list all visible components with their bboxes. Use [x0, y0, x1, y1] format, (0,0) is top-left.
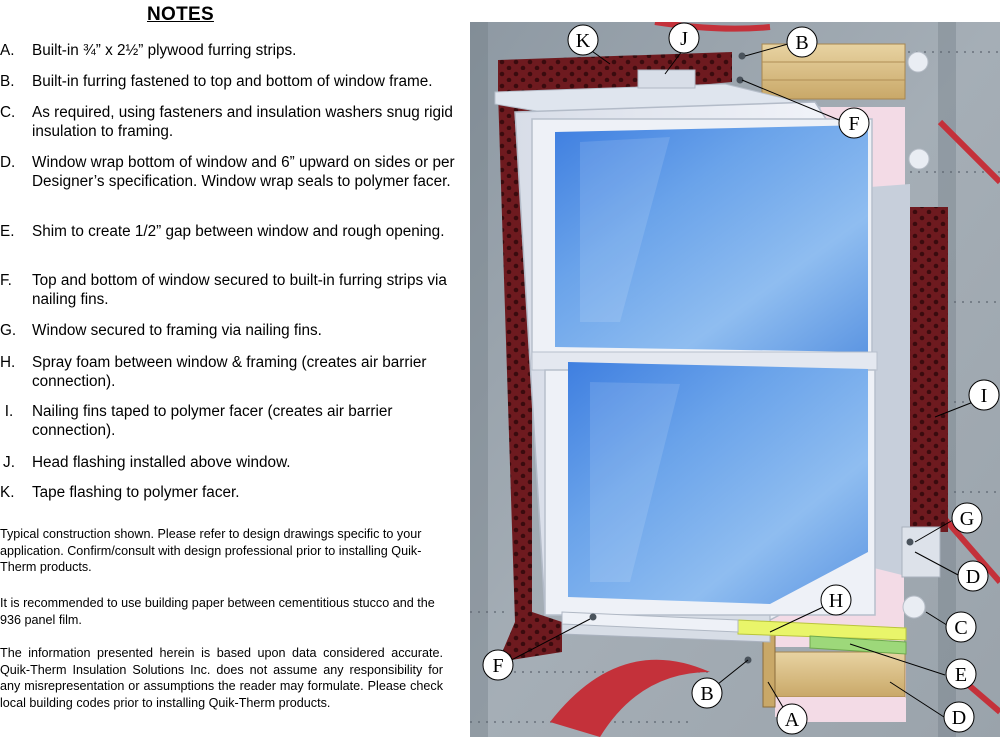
note-e — [0, 223, 462, 242]
note-text: Head flashing installed above window. — [32, 454, 291, 471]
label-h — [821, 585, 851, 615]
note-text: Tape flashing to polymer facer. — [32, 484, 240, 501]
label-c-text: C — [954, 617, 968, 639]
label-d-bottom-text: D — [951, 707, 967, 729]
note-f — [0, 272, 462, 309]
note-i — [0, 403, 462, 440]
note-text: Shim to create 1/2” gap between window and rough opening. — [32, 223, 445, 240]
label-f-bottom-text: F — [492, 655, 504, 677]
window-right-jamb — [870, 184, 910, 577]
label-g — [952, 503, 982, 533]
note-letter: E. — [0, 223, 15, 240]
label-i-text: I — [980, 385, 988, 407]
note-j — [0, 454, 462, 473]
note-text: Window wrap bottom of window and 6” upward on sides or per Designer’s specification. Window wrap seals to polymer facer. — [32, 154, 455, 190]
label-d-right-text: D — [965, 566, 981, 588]
building-paper-paragraph: It is recommended to use building paper between cementitious stucco and the 936 panel film. — [0, 596, 435, 627]
label-g-text: G — [959, 508, 975, 530]
typical-construction-paragraph: Typical construction shown. Please refer to design drawings specific to your application. Confirm/consult with design professional prior to installing Quik-Therm products. — [0, 527, 422, 575]
label-d-right — [958, 561, 988, 591]
label-b-bottom-text: B — [700, 683, 714, 705]
top-furring-strip — [762, 44, 905, 99]
note-text: Top and bottom of window secured to built-in furring strips via nailing fins. — [32, 272, 447, 308]
side-nailing-fin — [902, 527, 940, 577]
note-c — [0, 104, 462, 141]
note-g — [0, 322, 462, 341]
label-a-text: A — [784, 709, 800, 731]
label-e-text: E — [954, 664, 968, 686]
insulation-washer — [903, 596, 925, 618]
label-k-text: K — [575, 30, 591, 52]
note-letter: G. — [0, 322, 17, 339]
window-installation-diagram — [470, 22, 1000, 737]
label-j-text: J — [680, 28, 688, 50]
label-j — [669, 23, 699, 53]
insulation-washer — [908, 52, 928, 72]
label-d-bottom — [944, 702, 974, 732]
disclaimer-paragraph: The information presented herein is based upon data considered accurate. Quik-Therm Insulation Solutions Inc. does not assume any responsibility for any misrepresentation or assumptions the reader may formulate. Please check local building codes prior to installing Quik-Therm products. — [0, 646, 443, 710]
note-letter: F. — [0, 272, 12, 289]
note-a — [0, 42, 462, 61]
note-text: Built-in ¾” x 2½” plywood furring strips. — [32, 42, 297, 59]
label-f-top-text: F — [848, 113, 860, 135]
note-letter: J. — [3, 454, 15, 471]
label-f-top — [839, 108, 869, 138]
furring-strip-a — [763, 632, 775, 707]
note-d — [0, 154, 462, 191]
label-c — [946, 612, 976, 642]
note-b — [0, 73, 462, 92]
label-b-bottom — [692, 678, 722, 708]
label-b-top — [787, 27, 817, 57]
note-letter: K. — [0, 484, 15, 501]
note-text: Nailing fins taped to polymer facer (creates air barrier connection). — [32, 403, 393, 439]
note-text: Built-in furring fastened to top and bottom of window frame. — [32, 73, 433, 90]
label-k — [568, 25, 598, 55]
label-h-text: H — [828, 590, 844, 612]
insulation-washer — [909, 149, 929, 169]
label-b-top-text: B — [795, 32, 809, 54]
note-letter: H. — [0, 354, 16, 371]
diagram-svg — [470, 22, 1000, 737]
note-letter: I. — [4, 403, 14, 420]
note-k — [0, 484, 462, 503]
note-letter: C. — [0, 104, 16, 121]
note-text: As required, using fasteners and insulation washers snug rigid insulation to framing. — [32, 104, 453, 140]
bottom-furring-strip — [775, 652, 905, 697]
notes-title: NOTES — [147, 4, 214, 25]
note-text: Spray foam between window & framing (creates air barrier connection). — [32, 354, 427, 390]
label-f-bottom — [483, 650, 513, 680]
note-letter: B. — [0, 73, 15, 90]
label-i — [969, 380, 999, 410]
label-e — [946, 659, 976, 689]
note-letter: D. — [0, 154, 16, 171]
note-h — [0, 354, 462, 391]
label-a — [777, 704, 807, 734]
note-letter: A. — [0, 42, 15, 59]
note-text: Window secured to framing via nailing fins. — [32, 322, 322, 339]
